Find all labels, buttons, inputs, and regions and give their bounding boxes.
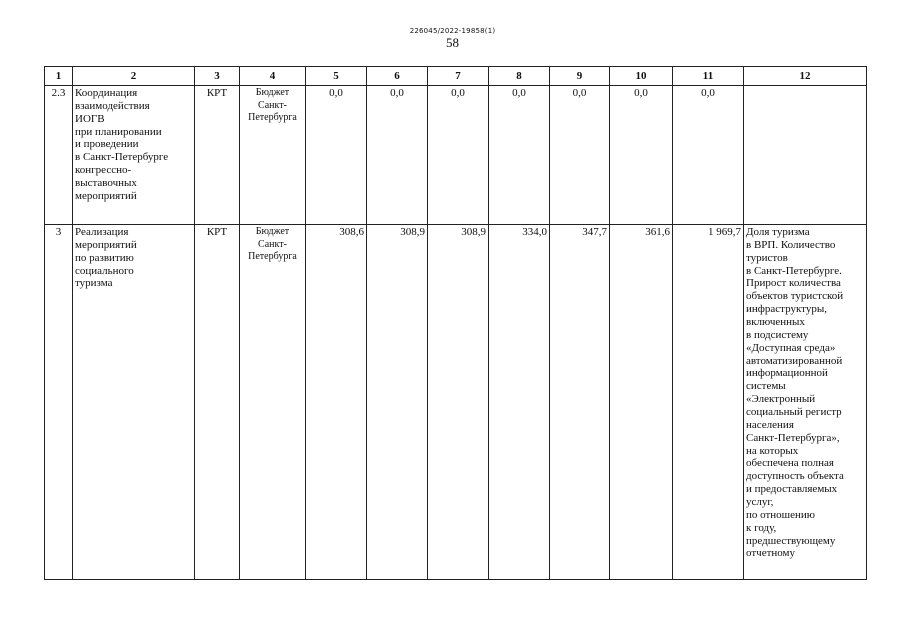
page-number: 58 — [446, 35, 459, 50]
column-header: 6 — [367, 67, 428, 86]
value-cell: 308,6 — [306, 225, 367, 580]
program-table — [44, 66, 867, 580]
value-cell: 361,6 — [610, 225, 673, 580]
column-header: 10 — [610, 67, 673, 86]
responsible-org: КРТ — [195, 86, 240, 225]
column-header: 2 — [73, 67, 195, 86]
row-number: 2.3 — [45, 86, 73, 225]
value-cell: 0,0 — [550, 86, 610, 225]
document-id: 226045/2022-19858(1) — [409, 27, 496, 35]
table-header-row — [45, 67, 867, 86]
value-cell: 308,9 — [428, 225, 489, 580]
table-row — [45, 86, 867, 225]
table-row — [45, 225, 867, 580]
indicator-cell: Доля туризма в ВРП. Количество туристов в Санкт-Петербурге. Прирост количества объектов туристской инфраструктуры, включенных в подсистему «Доступная среда» автоматизированной информационной системы «Электронный социальный регистр населения Санкт-Петербурга», на которых обеспечена полная доступность объекта и предоставляемых услуг, по отношению к году, предшествующему отчетному — [744, 225, 867, 580]
activity-name: Реализация мероприятий по развитию социального туризма — [73, 225, 195, 580]
value-cell: 0,0 — [489, 86, 550, 225]
value-cell: 347,7 — [550, 225, 610, 580]
row-number: 3 — [45, 225, 73, 580]
column-header: 3 — [195, 67, 240, 86]
column-header: 7 — [428, 67, 489, 86]
column-header: 1 — [45, 67, 73, 86]
column-header: 5 — [306, 67, 367, 86]
column-header: 9 — [550, 67, 610, 86]
responsible-org: КРТ — [195, 225, 240, 580]
column-header: 8 — [489, 67, 550, 86]
total-cell: 0,0 — [673, 86, 744, 225]
value-cell: 0,0 — [428, 86, 489, 225]
total-cell: 1 969,7 — [673, 225, 744, 580]
value-cell: 0,0 — [306, 86, 367, 225]
column-header: 11 — [673, 67, 744, 86]
value-cell: 0,0 — [610, 86, 673, 225]
value-cell: 308,9 — [367, 225, 428, 580]
activity-name: Координация взаимодействия ИОГВ при планировании и проведении в Санкт-Петербурге конгрессно- выставочных мероприятий — [73, 86, 195, 225]
funding-source: Бюджет Санкт- Петербурга — [240, 225, 306, 580]
funding-source: Бюджет Санкт- Петербурга — [240, 86, 306, 225]
column-header: 4 — [240, 67, 306, 86]
indicator-cell — [744, 86, 867, 225]
column-header: 12 — [744, 67, 867, 86]
value-cell: 0,0 — [367, 86, 428, 225]
value-cell: 334,0 — [489, 225, 550, 580]
